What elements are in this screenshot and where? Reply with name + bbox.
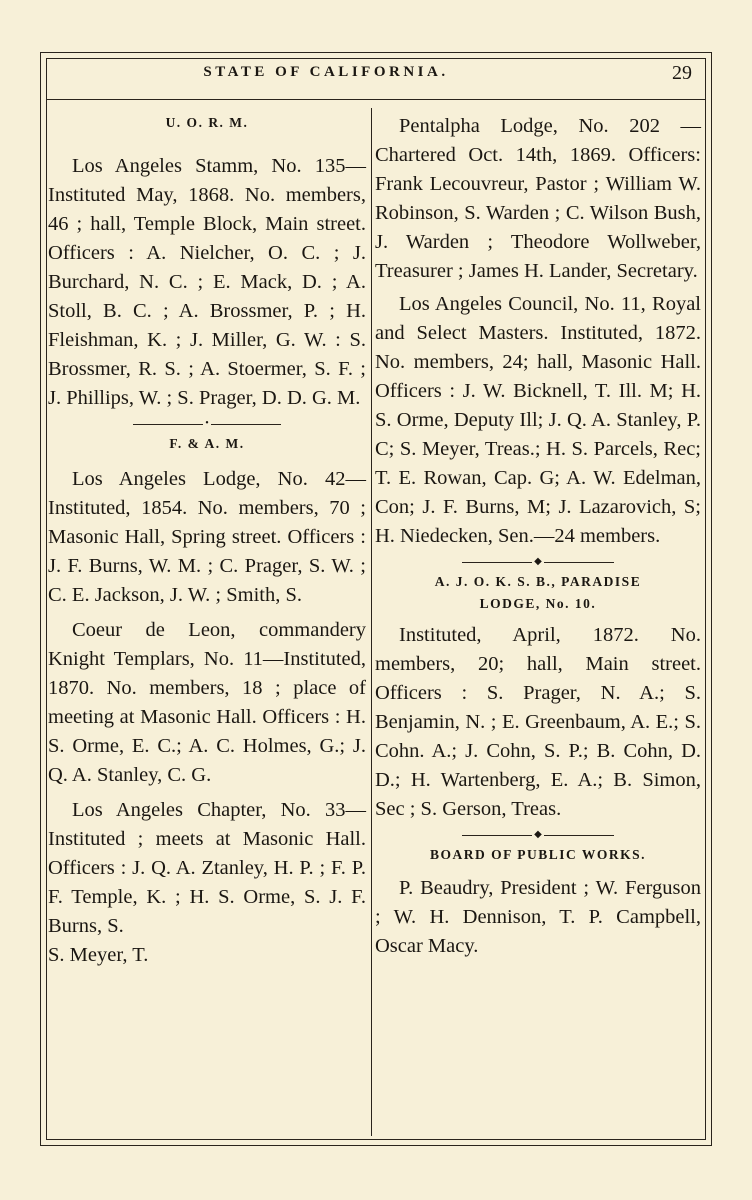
section-separator: ◆ — [375, 557, 701, 567]
column-divider — [371, 108, 372, 1136]
section-heading-fam: F. & A. M. — [169, 436, 245, 451]
entry-pentalpha-lodge: Pentalpha Lodge, No. 202 —Chartered Oct. 14th, 1869. Officers: Frank Lecouvreur, Pastor ; William W. Robinson, S. Warden ; C. Wilson Bush, J. Warden ; Theodore Wollweber, Treasurer ; James H. Lander, Secretary. — [375, 115, 701, 282]
section-heading-ajoksb: A. J. O. K. S. B., PARADISE — [434, 574, 642, 589]
entry-paradise-lodge: Instituted, April, 1872. No. members, 20; hall, Main street. Officers : S. Prager, N. A.; S. Benjamin, N. ; E. Greenbaum, A. E.; S. Cohn. A.; J. Cohn, S. P.; B. Cohn, D. D.; H. Wartenberg, E. A.; B. Simon, Sec ; S. Gerson, Treas. — [375, 624, 701, 820]
entry-los-angeles-council: Los Angeles Council, No. 11, Royal and Select Masters. Instituted, 1872. No. members, 24; hall, Masonic Hall. Officers : J. W. Bicknell, T. Ill. M; H. S. Orme, Deputy Ill; J. Q. A. Stanley, P. C; S. Meyer, Treas.; H. S. Parcels, Rec; T. E. Rowan, Cap. G; A. W. Edelman, Con; J. F. Burns, M; J. Lazarovich, S; H. Niedecken, Sen.—24 members. — [375, 293, 701, 547]
header-rule — [46, 99, 705, 100]
section-separator: • — [48, 419, 366, 429]
entry-coeur-de-leon: Coeur de Leon, commandery Knight Templars, No. 11—Instituted, 1870. No. members, 18 ; place of meeting at Masonic Hall. Officers : H. S. Orme, E. C.; A. C. Holmes, G.; J. Q. A. Stanley, C. G. — [48, 619, 366, 786]
entry-los-angeles-lodge-42: Los Angeles Lodge, No. 42—Instituted, 1854. No. members, 70 ; Masonic Hall, Spring street. Officers : J. F. Burns, W. M. ; C. Prager, S. W. ; C. E. Jackson, J. W. ; Smith, S. — [48, 468, 366, 606]
entry-los-angeles-stamm: Los Angeles Stamm, No. 135—Instituted May, 1868. No. members, 46 ; hall, Temple Block, Main street. Officers : A. Nielcher, O. C. ; J. Burchard, N. C. ; E. Mack, D. ; A. Stoll, B. C. ; A. Brossmer, P. ; H. Fleishman, K. ; J. Miller, G. W. : S. Brossmer, R. S. ; A. Stoermer, S. F. ; J. Phillips, W. ; S. Prager, D. D. G. M. — [48, 155, 366, 409]
entry-chapter-last-line: S. Meyer, T. — [48, 944, 149, 966]
section-heading-board-public-works: BOARD OF PUBLIC WORKS. — [429, 847, 647, 862]
section-heading-ajoksb-line2: LODGE, No. 10. — [479, 596, 597, 611]
page-number: 29 — [672, 62, 692, 84]
left-column — [48, 112, 366, 970]
section-separator: ◆ — [375, 830, 701, 840]
entry-los-angeles-chapter: Los Angeles Chapter, No. 33—Instituted ; meets at Masonic Hall. Officers : J. Q. A. Ztanley, H. P. ; F. P. F. Temple, K. ; H. S. Orme, S. J. F. Burns, S. — [48, 799, 366, 937]
entry-board-public-works: P. Beaudry, President ; W. Ferguson ; W. H. Dennison, T. P. Campbell, Oscar Macy. — [375, 877, 701, 957]
right-column — [375, 112, 701, 961]
section-heading-uorm: U. O. R. M. — [165, 115, 249, 130]
running-head: STATE OF CALIFORNIA. — [203, 64, 449, 80]
